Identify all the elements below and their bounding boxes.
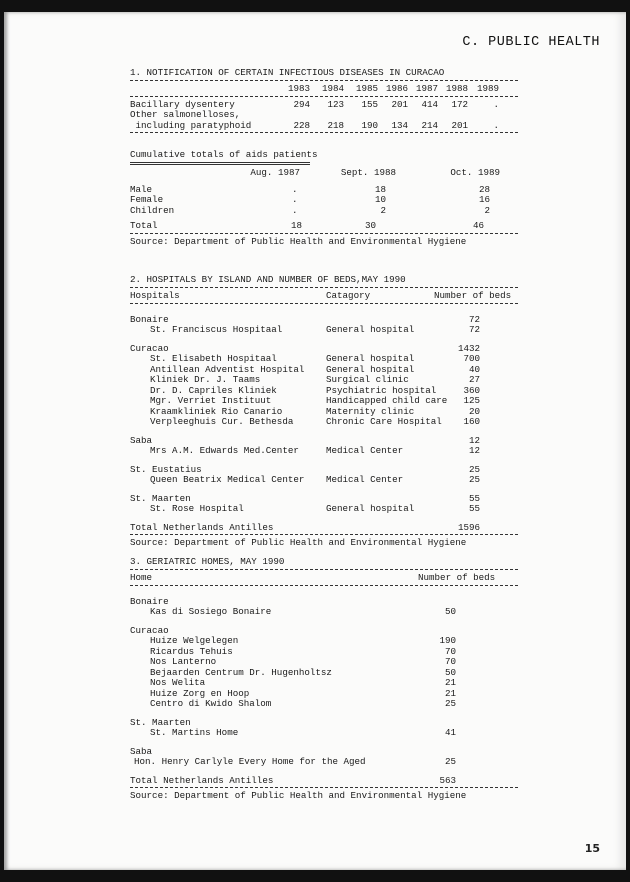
- home-beds: 70: [444, 645, 456, 657]
- hospital-category: General hospital: [326, 363, 415, 375]
- hospital-name: Mrs A.M. Edwards Med.Center: [150, 445, 299, 456]
- home-name: Ricardus Tehuis: [150, 645, 233, 657]
- row-label: Bacillary dysentery: [130, 98, 235, 110]
- row-label: Male: [130, 183, 153, 195]
- hospital-beds: 160: [463, 416, 480, 427]
- home-name: Centro di Kwido Shalom: [150, 698, 272, 709]
- cell: 16: [478, 194, 490, 205]
- section-title: 1. NOTIFICATION OF CERTAIN INFECTIOUS DISEASES IN CURACAO: [130, 67, 445, 78]
- cell: 123: [327, 98, 344, 110]
- column-header: Hospitals: [130, 290, 180, 301]
- cell: 134: [391, 119, 408, 131]
- divider: [130, 233, 518, 234]
- cell: .: [292, 183, 298, 195]
- source-note: Source: Department of Public Health and Environmental Hygiene: [130, 235, 467, 247]
- island-label: St. Maarten: [130, 492, 191, 504]
- island-row: [130, 464, 518, 475]
- hospital-category: Handicapped child care: [326, 395, 448, 406]
- table-header-row: [130, 572, 518, 583]
- divider: [130, 569, 518, 570]
- row-label: Other salmonelloses,: [130, 109, 241, 120]
- table-row: [130, 698, 518, 709]
- home-groups: [130, 596, 518, 775]
- home-name: Huize Zorg en Hoop: [150, 687, 250, 699]
- section-infectious-diseases: [130, 67, 518, 247]
- row-label: Total Netherlands Antilles: [130, 521, 274, 533]
- table-row: [130, 395, 518, 406]
- island-label: Curacao: [130, 342, 169, 354]
- divider: [130, 96, 518, 97]
- table-header-row: [130, 290, 518, 301]
- table-row: [130, 646, 518, 657]
- column-header: Catagory: [326, 290, 371, 301]
- hospital-beds: 25: [468, 474, 480, 485]
- divider: [130, 585, 518, 586]
- cell: 414: [421, 98, 438, 110]
- cell: 294: [293, 98, 310, 110]
- island-beds: 25: [468, 463, 480, 475]
- cell: 172: [451, 98, 468, 110]
- cell: 190: [361, 119, 378, 131]
- source-note: Source: Department of Public Health and Environmental Hygiene: [130, 537, 467, 548]
- hospital-beds: 40: [468, 363, 480, 375]
- island-beds: 1432: [457, 342, 480, 354]
- document-page: [4, 12, 626, 870]
- hospital-beds: 72: [468, 324, 480, 335]
- hospital-category: Maternity clinic: [326, 405, 415, 417]
- row-label: Total Netherlands Antilles: [130, 774, 274, 786]
- table-row: [130, 445, 518, 456]
- hospital-category: General hospital: [326, 324, 415, 335]
- table-row: [130, 99, 518, 110]
- hospital-name: St. Elisabeth Hospitaal: [150, 353, 277, 364]
- cell: 201: [451, 119, 468, 131]
- year-header: 1988: [445, 83, 468, 94]
- column-header: Oct. 1989: [450, 167, 500, 178]
- island-row: [130, 314, 518, 325]
- island-label: Saba: [130, 434, 153, 446]
- year-header-row: [130, 83, 518, 94]
- cell: 228: [293, 119, 310, 131]
- divider: [130, 534, 518, 535]
- home-beds: 25: [444, 756, 456, 767]
- table-row: [130, 606, 518, 617]
- year-header: 1984: [321, 83, 344, 94]
- year-header: 1986: [385, 83, 408, 94]
- hospital-name: Queen Beatrix Medical Center: [150, 474, 305, 485]
- table-row: [130, 385, 518, 396]
- aids-header-row: [130, 167, 518, 178]
- cell: .: [292, 194, 298, 205]
- row-label: including paratyphoid: [130, 119, 252, 131]
- total-row: [130, 220, 518, 231]
- cell: 30: [364, 220, 376, 231]
- table-row: [130, 727, 518, 738]
- table-row: [130, 184, 518, 195]
- cell: 2: [484, 204, 490, 216]
- island-beds: 72: [468, 313, 480, 325]
- table-row: [130, 120, 518, 131]
- divider: [130, 80, 518, 81]
- divider: [130, 132, 518, 133]
- hospital-category: Chronic Care Hospital: [326, 416, 442, 427]
- hospital-beds: 360: [463, 384, 480, 396]
- column-header: Home: [130, 572, 153, 583]
- table-row: [130, 756, 518, 767]
- cell: 2: [380, 204, 386, 216]
- island-row: [130, 717, 518, 728]
- island-label: St. Maarten: [130, 716, 191, 728]
- column-header: Aug. 1987: [250, 167, 300, 178]
- hospital-name: Kliniek Dr. J. Taams: [150, 374, 261, 385]
- year-header: 1985: [355, 83, 378, 94]
- table-row: [130, 194, 518, 205]
- island-row: [130, 493, 518, 504]
- hospital-name: St. Rose Hospital: [150, 503, 244, 514]
- cell: .: [292, 204, 298, 216]
- divider: [130, 287, 518, 288]
- hospital-category: Psychiatric hospital: [326, 384, 437, 396]
- home-beds: 41: [444, 727, 456, 738]
- hospital-beds: 125: [463, 395, 480, 406]
- hospital-name: Antillean Adventist Hospital: [150, 363, 305, 375]
- row-label: Total: [130, 220, 158, 231]
- hospital-name: Mgr. Verriet Instituut: [150, 395, 272, 406]
- chapter-heading: C. PUBLIC HEALTH: [462, 35, 600, 50]
- island-row: [130, 596, 518, 607]
- home-beds: 21: [444, 687, 456, 699]
- island-beds: 12: [468, 434, 480, 446]
- home-name: Nos Welita: [150, 677, 206, 688]
- page-number: 15: [584, 842, 600, 855]
- hospital-category: Medical Center: [326, 445, 404, 456]
- hospital-groups: [130, 314, 518, 522]
- hospital-name: Dr. D. Capriles Kliniek: [150, 384, 277, 396]
- island-label: Saba: [130, 745, 153, 757]
- home-beds: 21: [444, 677, 456, 688]
- cell: 155: [361, 98, 378, 110]
- hospital-category: General hospital: [326, 353, 415, 364]
- source-note: Source: Department of Public Health and Environmental Hygiene: [130, 790, 467, 801]
- column-header: Number of beds: [434, 290, 512, 301]
- home-name: Nos Lanterno: [150, 656, 217, 667]
- table-row: [130, 324, 518, 335]
- table-row: [130, 667, 518, 678]
- table-row: [130, 635, 518, 646]
- table-row: [130, 205, 518, 216]
- table-row: [130, 109, 518, 120]
- home-name: Huize Welgelegen: [150, 635, 239, 646]
- home-beds: 190: [439, 635, 456, 646]
- hospital-beds: 20: [468, 405, 480, 417]
- hospital-category: Surgical clinic: [326, 374, 409, 385]
- island-row: [130, 625, 518, 636]
- home-name: Kas di Sosiego Bonaire: [150, 606, 272, 617]
- hospital-name: Kraamkliniek Rio Canario: [150, 405, 283, 417]
- cell: 18: [290, 220, 302, 231]
- hospital-beds: 27: [468, 374, 480, 385]
- island-beds: 55: [468, 492, 480, 504]
- total-row: [130, 522, 518, 533]
- home-beds: 25: [444, 698, 456, 709]
- cell: 46: [472, 220, 484, 231]
- section-title: 3. GERIATRIC HOMES, MAY 1990: [130, 556, 285, 567]
- year-header: 1989: [476, 83, 499, 94]
- home-beds: 50: [444, 666, 456, 678]
- home-beds: 50: [444, 606, 456, 617]
- hospital-beds: 12: [468, 445, 480, 456]
- cell: .: [493, 98, 499, 110]
- column-header: Sept. 1988: [340, 167, 396, 178]
- island-row: [130, 746, 518, 757]
- section-hospitals: [130, 274, 518, 548]
- total-row: [130, 775, 518, 786]
- home-name: Bejaarden Centrum Dr. Hugenholtsz: [150, 666, 332, 678]
- section-title: 2. HOSPITALS BY ISLAND AND NUMBER OF BEDS,MAY 1990: [130, 274, 406, 285]
- island-label: Bonaire: [130, 595, 169, 607]
- table-row: [130, 374, 518, 385]
- hospital-name: Verpleeghuis Cur. Bethesda: [150, 416, 294, 427]
- island-label: St. Eustatius: [130, 463, 202, 475]
- year-header: 1983: [287, 83, 310, 94]
- table-row: [130, 688, 518, 699]
- table-row: [130, 656, 518, 667]
- home-name: St. Martins Home: [150, 727, 239, 738]
- section-geriatric-homes: [130, 556, 518, 801]
- table-row: [130, 353, 518, 364]
- table-row: [130, 503, 518, 514]
- table-row: [130, 677, 518, 688]
- hospital-category: Medical Center: [326, 474, 404, 485]
- island-row: [130, 343, 518, 354]
- row-label: Female: [130, 194, 164, 205]
- divider: [130, 787, 518, 788]
- cell: 18: [374, 183, 386, 195]
- divider: [130, 303, 518, 304]
- hospital-name: St. Franciscus Hospitaal: [150, 324, 283, 335]
- cell: 214: [421, 119, 438, 131]
- table-row: [130, 474, 518, 485]
- island-row: [130, 435, 518, 446]
- column-header: Number of beds: [418, 572, 496, 583]
- table-row: [130, 416, 518, 427]
- aids-subtitle: Cumulative totals of aids patients: [130, 149, 318, 160]
- year-header: 1987: [415, 83, 438, 94]
- hospital-beds: 700: [463, 353, 480, 364]
- cell: 218: [327, 119, 344, 131]
- cell: 28: [478, 183, 490, 195]
- home-beds: 70: [444, 656, 456, 667]
- cell: 201: [391, 98, 408, 110]
- table-row: [130, 364, 518, 375]
- cell: 1596: [457, 521, 480, 533]
- row-label: Children: [130, 204, 175, 216]
- hospital-category: General hospital: [326, 503, 415, 514]
- cell: 563: [439, 774, 456, 786]
- island-label: Bonaire: [130, 313, 169, 325]
- table-row: [130, 406, 518, 417]
- cell: .: [493, 119, 499, 131]
- hospital-beds: 55: [468, 503, 480, 514]
- home-name: Hon. Henry Carlyle Every Home for the Aged: [134, 756, 366, 767]
- cell: 10: [374, 194, 386, 205]
- island-label: Curacao: [130, 624, 169, 636]
